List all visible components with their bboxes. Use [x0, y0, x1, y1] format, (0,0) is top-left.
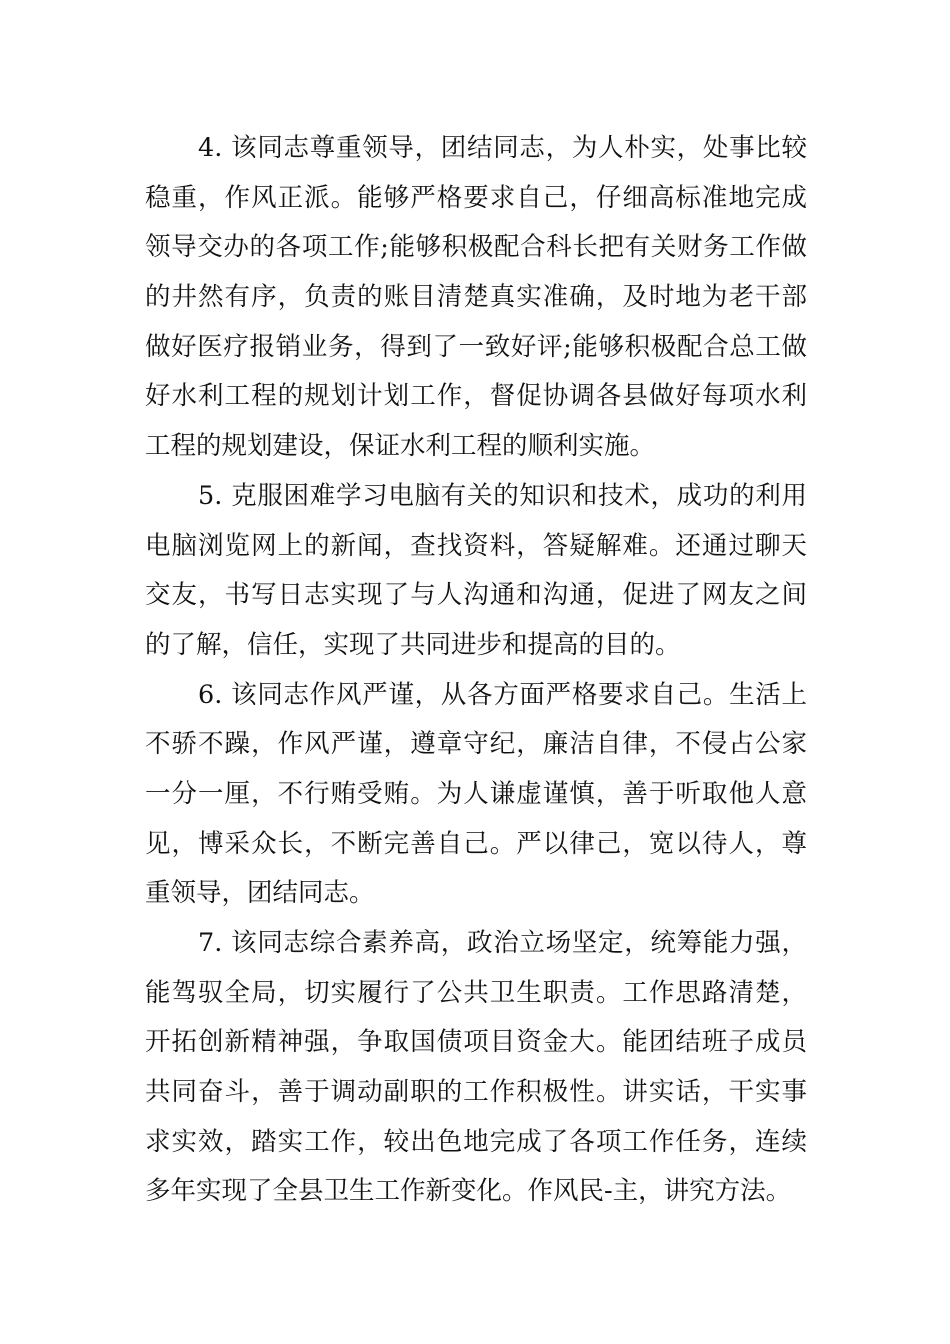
paragraph-4 — [145, 124, 807, 472]
paragraph-line: 工程的规划建设，保证水利工程的顺利实施。 — [145, 431, 656, 462]
document-body — [145, 124, 807, 1217]
paragraph-line: 电脑浏览网上的新闻，查找资料，答疑解难。还通过聊天 — [145, 530, 807, 561]
paragraph-line: 好水利工程的规划计划工作，督促协调各县做好每项水利 — [145, 381, 807, 412]
paragraph-line: 多年实现了全县卫生工作新变化。作风民-主，讲究方法。 — [145, 1176, 792, 1207]
paragraph-line: 6. 该同志作风严谨，从各方面严格要求自己。生活上 — [198, 679, 807, 710]
paragraph-line: 开拓创新精神强，争取国债项目资金大。能团结班子成员 — [145, 1027, 807, 1058]
paragraph-6 — [145, 671, 807, 919]
paragraph-line: 的井然有序，负责的账目清楚真实准确，及时地为老干部 — [145, 282, 807, 313]
paragraph-line: 见，博采众长，不断完善自己。严以律己，宽以待人，尊 — [145, 828, 807, 859]
paragraph-7 — [145, 919, 807, 1217]
paragraph-5 — [145, 472, 807, 671]
paragraph-line: 做好医疗报销业务，得到了一致好评;能够积极配合总工做 — [145, 331, 807, 362]
paragraph-line: 稳重，作风正派。能够严格要求自己，仔细高标准地完成 — [145, 182, 807, 213]
paragraph-line: 不骄不躁，作风严谨，遵章守纪，廉洁自律，不侵占公家 — [145, 729, 807, 760]
paragraph-line: 共同奋斗，善于调动副职的工作积极性。讲实话，干实事 — [145, 1077, 807, 1108]
paragraph-line: 一分一厘，不行贿受贿。为人谦虚谨慎，善于听取他人意 — [145, 778, 807, 809]
paragraph-line: 的了解，信任，实现了共同进步和提高的目的。 — [145, 629, 681, 660]
paragraph-line: 5. 克服困难学习电脑有关的知识和技术，成功的利用 — [198, 480, 807, 511]
paragraph-line: 7. 该同志综合素养高，政治立场坚定，统筹能力强， — [198, 928, 807, 958]
paragraph-line: 领导交办的各项工作;能够积极配合科长把有关财务工作做 — [145, 232, 807, 263]
paragraph-line: 求实效，踏实工作，较出色地完成了各项工作任务，连续 — [145, 1126, 807, 1157]
paragraph-line: 能驾驭全局，切实履行了公共卫生职责。工作思路清楚， — [145, 977, 807, 1008]
paragraph-line: 4. 该同志尊重领导，团结同志，为人朴实，处事比较 — [198, 133, 807, 163]
paragraph-line: 交友，书写日志实现了与人沟通和沟通，促进了网友之间 — [145, 580, 807, 611]
paragraph-line: 重领导，团结同志。 — [145, 878, 375, 909]
